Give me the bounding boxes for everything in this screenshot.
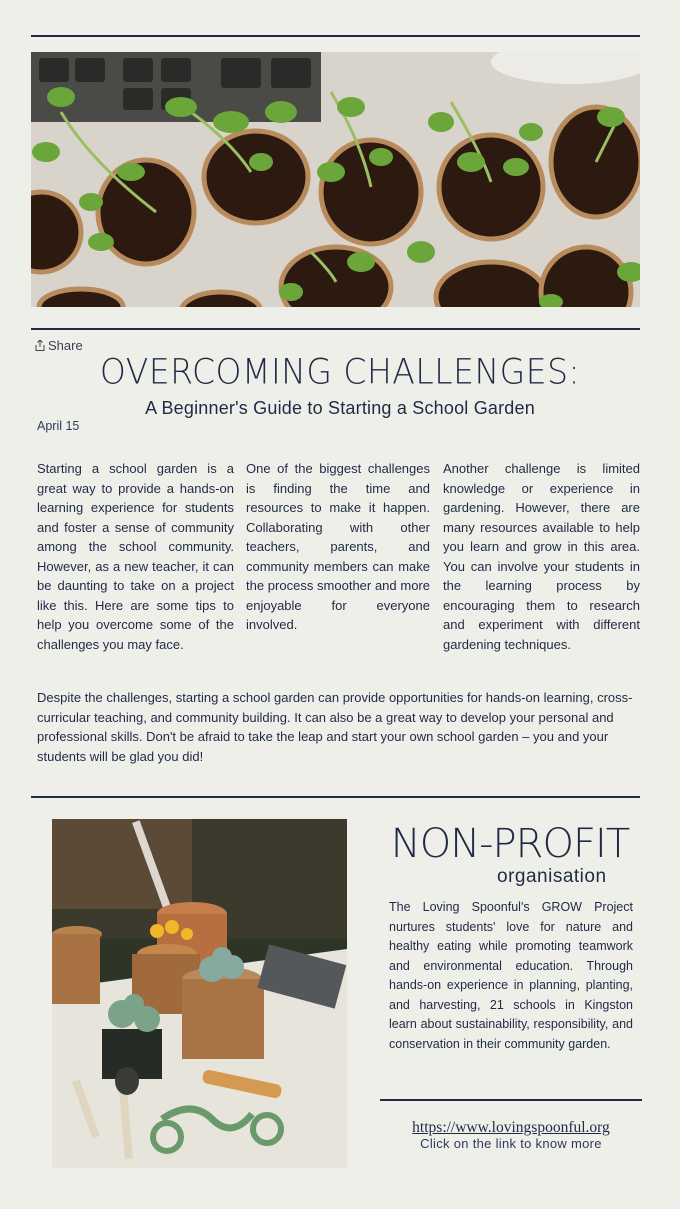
seedlings-photo <box>31 52 640 307</box>
nonprofit-subtitle: organisation <box>497 866 607 887</box>
share-icon <box>35 340 45 351</box>
link-note: Click on the link to know more <box>420 1136 602 1151</box>
page-subtitle: A Beginner's Guide to Starting a School Garden <box>145 398 535 418</box>
article-column-2: One of the biggest challenges is finding the time and resources to make it happen. Collaborating with other teachers, parents, and community members can make the process smoother and more enjoyable for everyone involved. <box>246 461 430 632</box>
publish-date: April 15 <box>37 419 80 433</box>
nonprofit-title: NON-PROFIT <box>390 821 630 867</box>
article-conclusion: Despite the challenges, starting a school garden can provide opportunities for hands-on learning, cross-curricular teaching, and community building. It can also be a great way to develop your personal and professional skills. Don't be afraid to take the leap and start your own school garden – you and your students will be glad you did! <box>37 690 633 764</box>
section-rule-2 <box>31 796 640 798</box>
top-rule <box>31 35 640 37</box>
website-link[interactable]: https://www.lovingspoonful.org <box>412 1119 610 1136</box>
article-column-3: Another challenge is limited knowledge or experience in gardening. However, there are many resources available to help you learn and grow in this area. You can involve your students in the learning process by encouraging them to research and experiment with different gardening techniques. <box>443 461 640 652</box>
garden-tools-photo <box>52 819 347 1168</box>
article-column-1: Starting a school garden is a great way to provide a hands-on learning experience for students and foster a sense of community among the school community. However, as a new teacher, it can be daunting to take on a project like this. Here are some tips to help you overcome some of the challenges you may face. <box>37 461 234 652</box>
section-rule <box>31 328 640 330</box>
link-rule <box>380 1099 642 1101</box>
page-title: OVERCOMING CHALLENGES: <box>99 351 581 392</box>
nonprofit-description: The Loving Spoonful's GROW Project nurtures students' love for nature and healthy eating while promoting teamwork and environmental education. Through hands-on experience in planning, planting, and harvesting, 21 schools in Kingston learn about sustainability, responsibility, and conservation in their community garden. <box>389 900 633 1051</box>
share-label: Share <box>48 338 83 353</box>
